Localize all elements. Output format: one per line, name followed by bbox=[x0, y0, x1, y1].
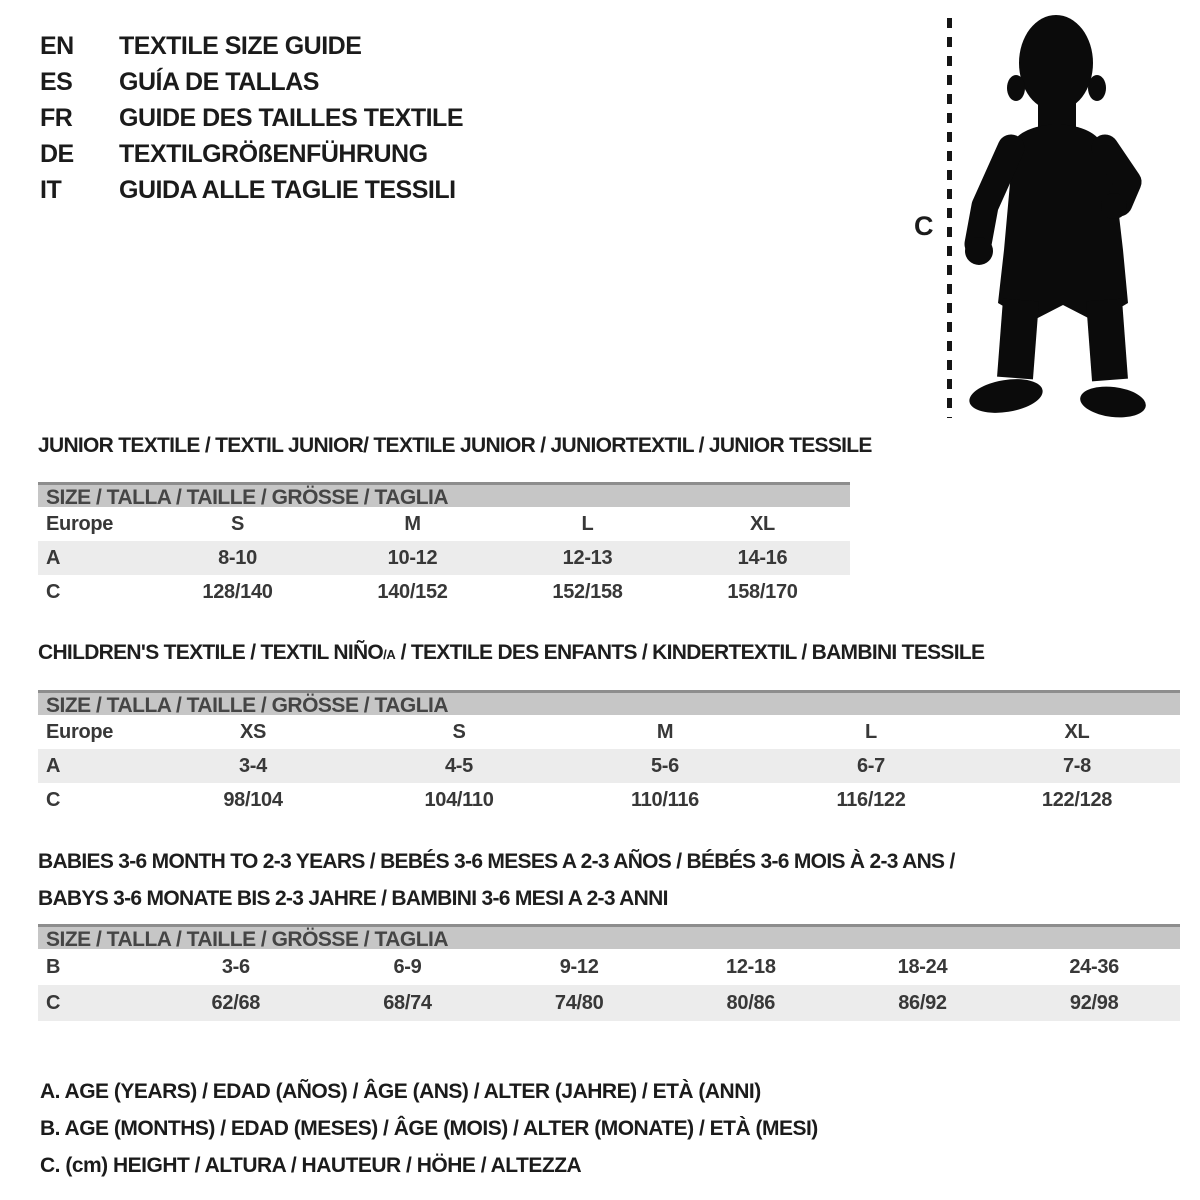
age-cell: 5-6 bbox=[650, 755, 679, 777]
row-label: Europe bbox=[46, 721, 114, 743]
junior-size-table bbox=[38, 482, 850, 609]
height-cell: 140/152 bbox=[377, 581, 448, 603]
size-cell: M bbox=[404, 513, 421, 535]
table-row-height-cm bbox=[38, 783, 1180, 817]
table-row-age-months bbox=[38, 949, 1180, 985]
table-row-europe bbox=[38, 715, 1180, 749]
children-title-suffix: / TEXTILE DES ENFANTS / KINDERTEXTIL / BAMBINI TESSILE bbox=[395, 641, 985, 664]
size-header-bar: SIZE / TALLA / TAILLE / GRÖSSE / TAGLIA bbox=[38, 924, 1180, 949]
row-label: C bbox=[46, 581, 61, 603]
row-label: Europe bbox=[46, 513, 114, 535]
language-code: DE bbox=[40, 140, 74, 168]
size-cell: L bbox=[581, 513, 594, 535]
height-cell: 122/128 bbox=[1041, 789, 1113, 811]
row-label: C bbox=[46, 789, 61, 811]
age-cell: 14-16 bbox=[737, 547, 788, 569]
height-cell: 116/122 bbox=[836, 789, 906, 811]
children-title-subscript: /A bbox=[383, 647, 396, 662]
language-row-es bbox=[40, 64, 463, 100]
age-cell: 9-12 bbox=[559, 956, 599, 978]
language-title: GUIDA ALLE TAGLIE TESSILI bbox=[119, 176, 456, 204]
babies-title-line1: BABIES 3-6 MONTH TO 2-3 YEARS / BEBÉS 3-6 MESES A 2-3 AÑOS / BÉBÉS 3-6 MOIS À 2-3 ANS / bbox=[38, 850, 955, 873]
language-row-en bbox=[40, 28, 463, 64]
language-code: ES bbox=[40, 68, 73, 96]
size-header-bar: SIZE / TALLA / TAILLE / GRÖSSE / TAGLIA bbox=[38, 690, 1180, 715]
age-cell: 6-7 bbox=[856, 755, 885, 777]
language-row-de bbox=[40, 136, 463, 172]
size-cell: M bbox=[656, 721, 674, 743]
table-row-age-years bbox=[38, 541, 850, 575]
language-title: GUÍA DE TALLAS bbox=[119, 68, 319, 96]
language-row-fr bbox=[40, 100, 463, 136]
age-cell: 18-24 bbox=[897, 956, 948, 978]
table-row-height-cm bbox=[38, 985, 1180, 1021]
height-cell: 68/74 bbox=[383, 992, 432, 1014]
size-cell: XL bbox=[1064, 721, 1090, 743]
height-cell: 152/158 bbox=[552, 581, 623, 603]
height-cell: 62/68 bbox=[211, 992, 261, 1014]
legend-line-c: C. (cm) HEIGHT / ALTURA / HAUTEUR / HÖHE / ALTEZZA bbox=[40, 1154, 582, 1177]
language-code: EN bbox=[40, 32, 74, 60]
language-code: FR bbox=[40, 104, 73, 132]
size-cell: S bbox=[230, 513, 245, 535]
height-cell: 92/98 bbox=[1069, 992, 1119, 1014]
height-cell: 86/92 bbox=[898, 992, 947, 1014]
age-cell: 12-13 bbox=[562, 547, 613, 569]
height-cell: 128/140 bbox=[202, 581, 273, 603]
table-row-height-cm bbox=[38, 575, 850, 609]
language-code: IT bbox=[40, 176, 62, 204]
children-size-table bbox=[38, 690, 1180, 817]
height-cell: 74/80 bbox=[554, 992, 604, 1014]
legend-line-b: B. AGE (MONTHS) / EDAD (MESES) / ÂGE (MOIS) / ALTER (MONATE) / ETÀ (MESI) bbox=[40, 1117, 818, 1140]
language-row-it bbox=[40, 172, 463, 208]
babies-title-line2: BABYS 3-6 MONATE BIS 2-3 JAHRE / BAMBINI 3-6 MESI A 2-3 ANNI bbox=[38, 887, 668, 910]
children-title-prefix: CHILDREN'S TEXTILE / TEXTIL NIÑO bbox=[38, 641, 384, 664]
age-cell: 4-5 bbox=[444, 755, 473, 777]
age-cell: 12-18 bbox=[726, 956, 776, 978]
junior-section-title: JUNIOR TEXTILE / TEXTIL JUNIOR/ TEXTILE JUNIOR / JUNIORTEXTIL / JUNIOR TESSILE bbox=[38, 434, 872, 457]
row-label: A bbox=[46, 755, 61, 777]
babies-size-table bbox=[38, 924, 1180, 1021]
height-cell: 104/110 bbox=[424, 789, 494, 811]
row-label: B bbox=[46, 956, 61, 978]
height-cell: 158/170 bbox=[727, 581, 798, 603]
size-cell: L bbox=[865, 721, 877, 743]
age-cell: 3-4 bbox=[238, 755, 267, 777]
height-cell: 98/104 bbox=[223, 789, 283, 811]
toddler-silhouette bbox=[900, 0, 1200, 430]
babies-section-title bbox=[38, 843, 955, 917]
size-header-bar: SIZE / TALLA / TAILLE / GRÖSSE / TAGLIA bbox=[38, 482, 850, 507]
language-title: TEXTILGRÖßENFÜHRUNG bbox=[119, 140, 428, 168]
table-row-age-years bbox=[38, 749, 1180, 783]
language-title: TEXTILE SIZE GUIDE bbox=[119, 32, 362, 60]
height-cell: 110/116 bbox=[631, 789, 699, 811]
age-cell: 3-6 bbox=[221, 956, 250, 978]
age-cell: 8-10 bbox=[218, 547, 257, 569]
table-row-europe bbox=[38, 507, 850, 541]
size-cell: XL bbox=[750, 513, 775, 535]
legend-line-a: A. AGE (YEARS) / EDAD (AÑOS) / ÂGE (ANS) / ALTER (JAHRE) / ETÀ (ANNI) bbox=[40, 1080, 761, 1103]
height-cell: 80/86 bbox=[726, 992, 776, 1014]
height-measure-label: C bbox=[914, 211, 934, 241]
age-cell: 10-12 bbox=[387, 547, 438, 569]
children-section-title bbox=[38, 641, 984, 665]
age-cell: 24-36 bbox=[1069, 956, 1119, 978]
size-cell: XS bbox=[239, 721, 267, 743]
language-title: GUIDE DES TAILLES TEXTILE bbox=[119, 104, 464, 132]
row-label: C bbox=[46, 992, 61, 1014]
age-cell: 7-8 bbox=[1062, 755, 1091, 777]
size-cell: S bbox=[452, 721, 466, 743]
age-cell: 6-9 bbox=[393, 956, 422, 978]
measure-legend bbox=[40, 1073, 818, 1184]
language-title-list bbox=[40, 28, 463, 208]
row-label: A bbox=[46, 547, 61, 569]
